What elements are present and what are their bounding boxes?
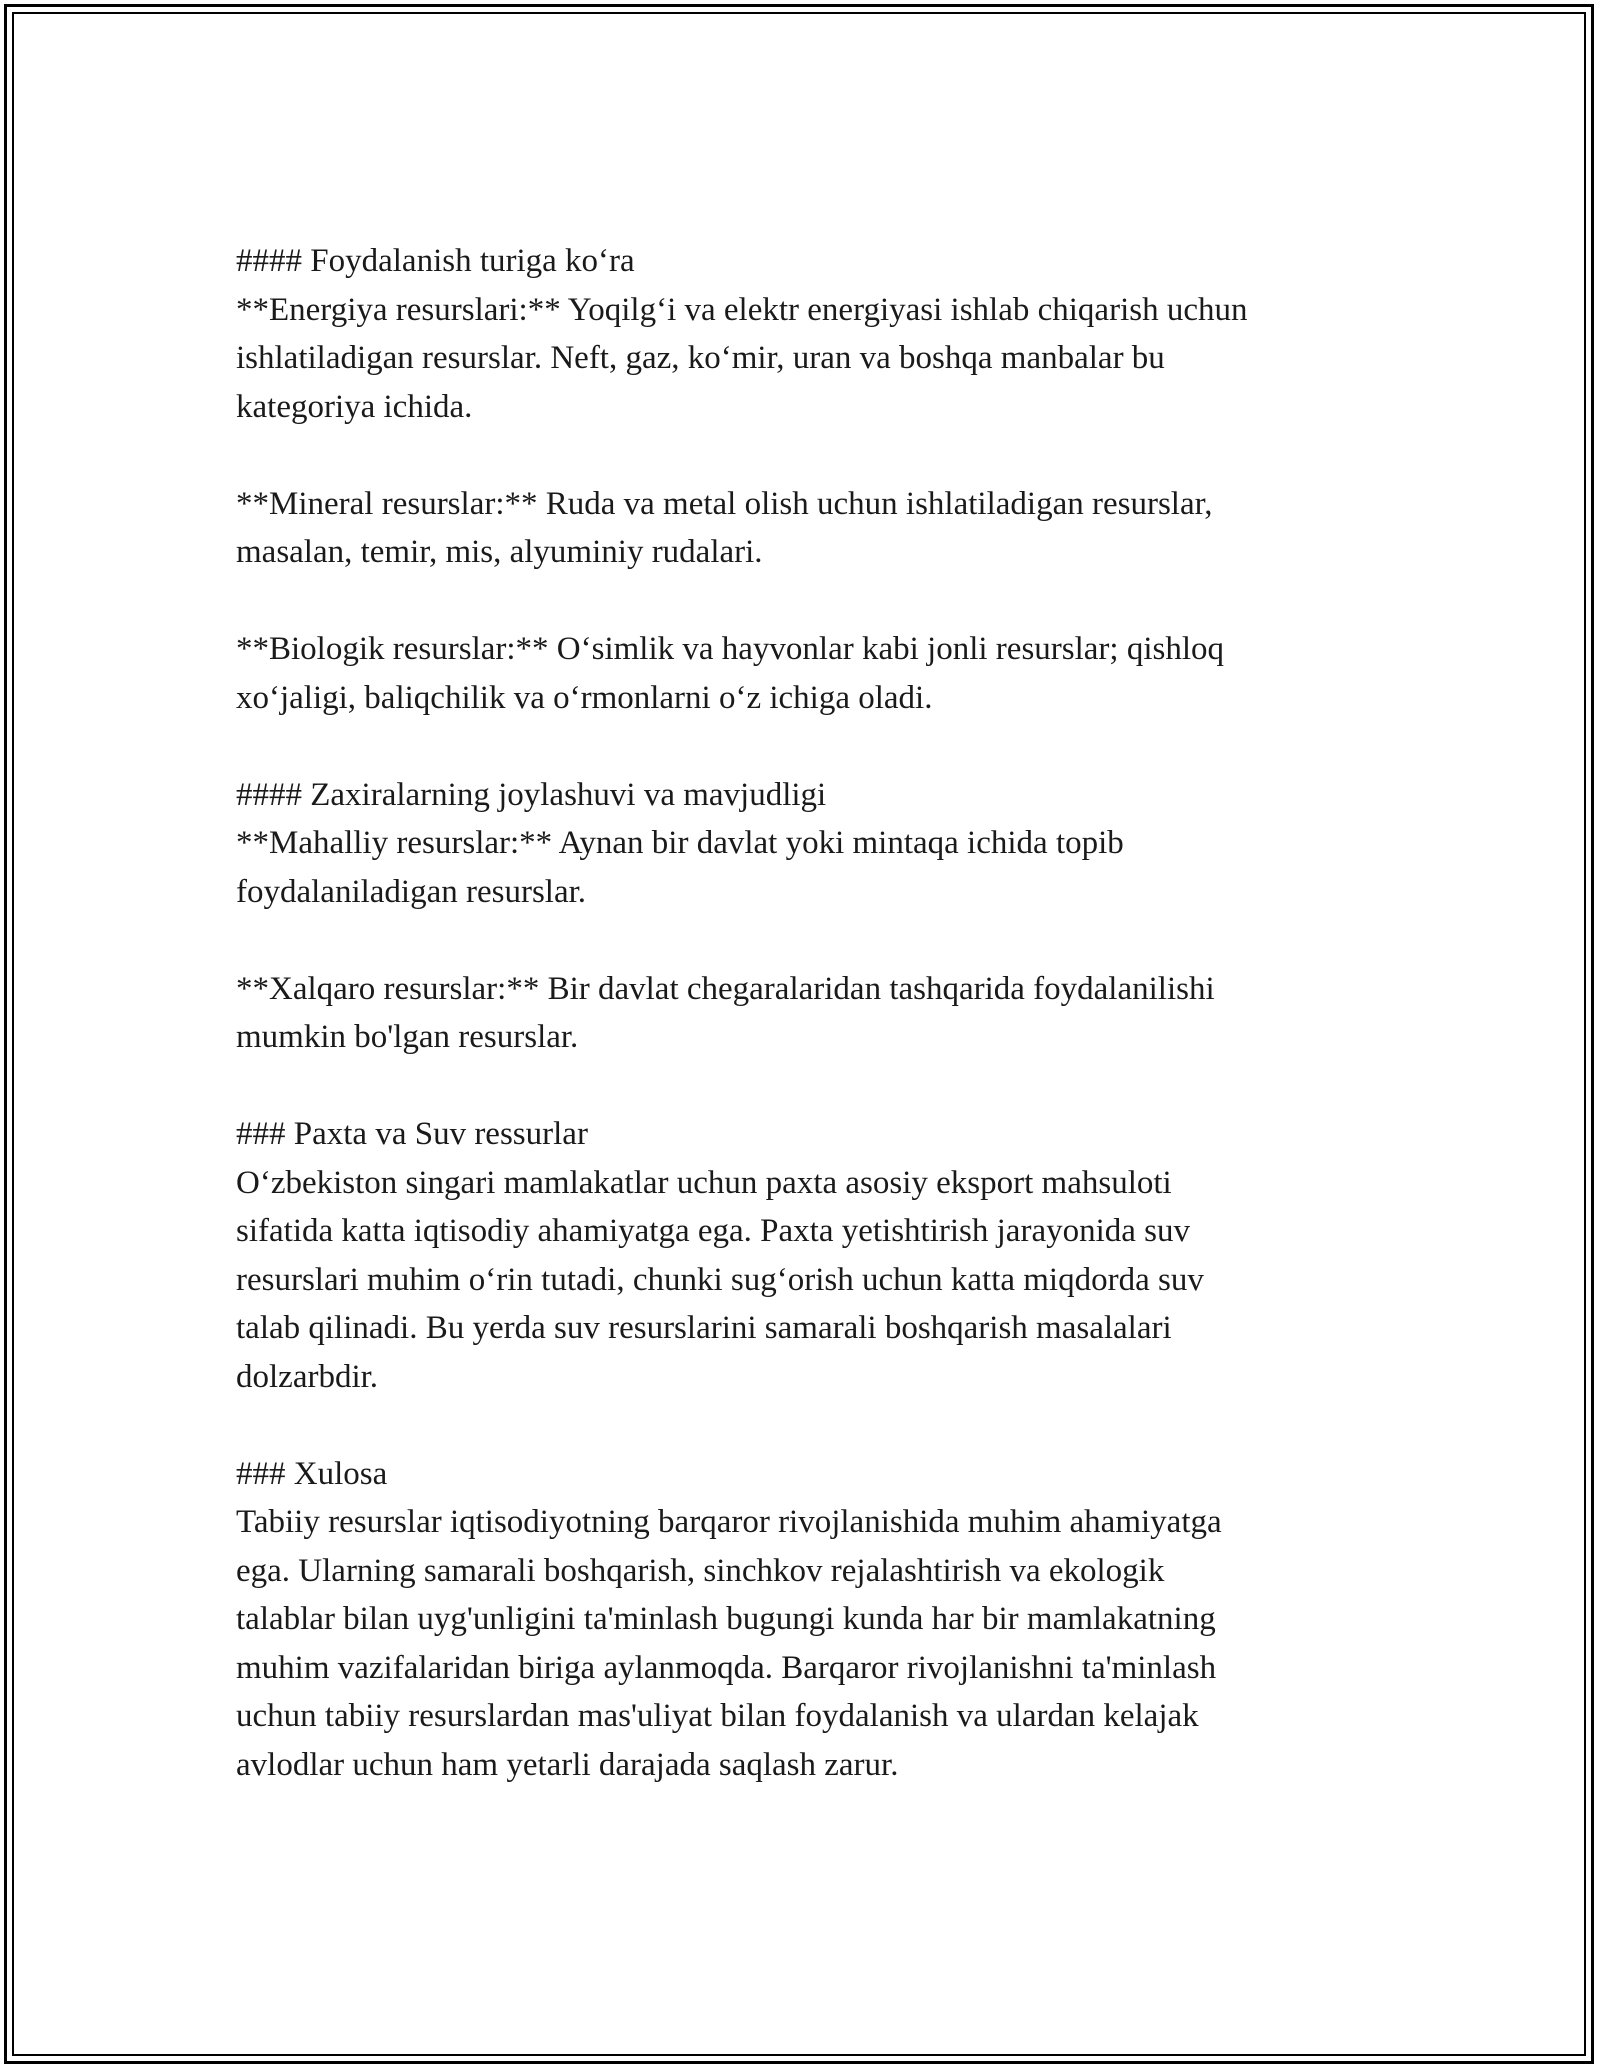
heading-line: #### Foydalanish turiga ko‘ra [236, 243, 635, 279]
heading-line: #### Zaxiralarning joylashuvi va mavjudligi [236, 776, 827, 813]
paragraph-spacer [236, 1062, 1386, 1111]
text-line: foydalaniladigan resurslar. [236, 873, 587, 910]
paragraph-spacer [236, 916, 1386, 965]
text-line: dolzarbdir. [236, 1358, 379, 1395]
heading-line: ### Paxta va Suv ressurlar [236, 1116, 588, 1152]
text-line: **Biologik resurslar:** O‘simlik va hayvonlar kabi jonli resurslar; qishloq [236, 631, 1225, 667]
text-line: Tabiiy resurslar iqtisodiyotning barqaror rivojlanishida muhim ahamiyatga [236, 1504, 1222, 1540]
text-line: masalan, temir, mis, alyuminiy rudalari. [236, 534, 763, 570]
paragraph-spacer [236, 1401, 1386, 1450]
text-line: xo‘jaligi, baliqchilik va o‘rmonlarni o‘z ichiga oladi. [236, 679, 933, 716]
text-line: talab qilinadi. Bu yerda suv resurslarini samarali boshqarish masalalari [236, 1310, 1172, 1346]
text-line: ega. Ularning samarali boshqarish, sinchkov rejalashtirish va ekologik [236, 1552, 1165, 1589]
heading-line: ### Xulosa [236, 1455, 388, 1492]
text-line: muhim vazifalaridan biriga aylanmoqda. Barqaror rivojlanishni ta'minlash [236, 1649, 1217, 1686]
paragraph-spacer [236, 577, 1386, 626]
text-line: sifatida katta iqtisodiy ahamiyatga ega. Paxta yetishtirish jarayonida suv [236, 1213, 1191, 1249]
text-line: talablar bilan uyg'unligini ta'minlash bugungi kunda har bir mamlakatning [236, 1601, 1216, 1637]
heading-xulosa [236, 1450, 1386, 1499]
paragraph-biologik-resurslar [236, 625, 1386, 722]
text-line: **Xalqaro resurslar:** Bir davlat chegaralaridan tashqarida foydalanilishi [236, 970, 1215, 1007]
paragraph-xalqaro-resurslar [236, 965, 1386, 1062]
document-body [236, 237, 1386, 1789]
paragraph-xulosa [236, 1498, 1386, 1789]
heading-zaxiralarning-joylashuvi [236, 771, 1386, 820]
text-line: mumkin bo'lgan resurslar. [236, 1019, 579, 1055]
text-line: resurslari muhim o‘rin tutadi, chunki sug‘orish uchun katta miqdorda suv [236, 1261, 1204, 1298]
paragraph-mineral-resurslar [236, 480, 1386, 577]
text-line: avlodlar uchun ham yetarli darajada saqlash zarur. [236, 1746, 899, 1783]
heading-foydalanish-turiga [236, 237, 1386, 286]
paragraph-energiya-resurslari [236, 286, 1386, 432]
paragraph-paxta-va-suv [236, 1159, 1386, 1402]
paragraph-spacer [236, 722, 1386, 771]
text-line: kategoriya ichida. [236, 388, 473, 425]
text-line: **Mahalliy resurslar:** Aynan bir davlat yoki mintaqa ichida topib [236, 825, 1124, 861]
text-line: ishlatiladigan resurslar. Neft, gaz, ko‘mir, uran va boshqa manbalar bu [236, 340, 1165, 376]
text-line: O‘zbekiston singari mamlakatlar uchun paxta asosiy eksport mahsuloti [236, 1164, 1172, 1201]
paragraph-spacer [236, 431, 1386, 480]
text-line: uchun tabiiy resurslardan mas'uliyat bilan foydalanish va ulardan kelajak [236, 1698, 1199, 1734]
heading-paxta-va-suv [236, 1110, 1386, 1159]
paragraph-mahalliy-resurslar [236, 819, 1386, 916]
text-line: **Energiya resurslari:** Yoqilg‘i va elektr energiyasi ishlab chiqarish uchun [236, 291, 1248, 328]
text-line: **Mineral resurslar:** Ruda va metal olish uchun ishlatiladigan resurslar, [236, 485, 1213, 522]
